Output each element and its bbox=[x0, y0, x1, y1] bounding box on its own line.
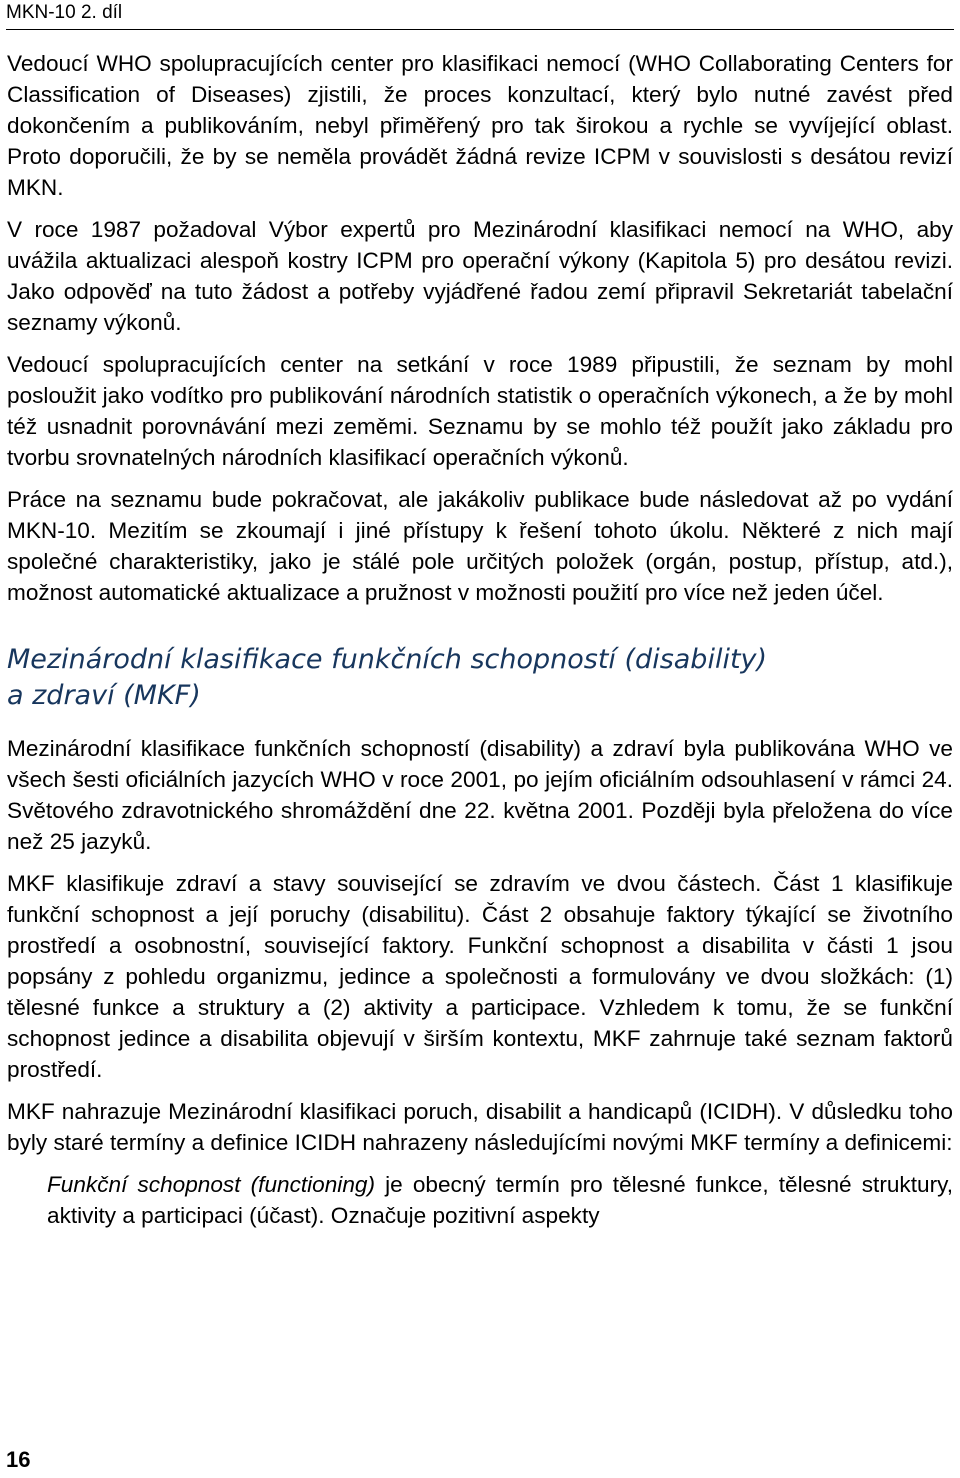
paragraph: Práce na seznamu bude pokračovat, ale jakákoliv publikace bude následovat až po vydání MKN-10. Mezitím se zkoumají i jiné přístupy k řešení tohoto úkolu. Některé z nich mají společné charakteristiky, jako je stálé pole určitých položek (orgán, postup, přístup, atd.), možnost automatické aktualizace a pružnost v možnosti použití pro více než jeden účel. bbox=[7, 487, 953, 605]
section-heading-line-1: Mezinárodní klasifikace funkčních schopností (disability) bbox=[7, 644, 768, 675]
paragraph: Vedoucí spolupracujících center na setkání v roce 1989 připustili, že seznam by mohl posloužit jako vodítko pro publikování národních statistik o operačních výkonech, a že by mohl též usnadnit porovnávání mezi zeměmi. Seznamu by se mohlo též použít jako základu pro tvorbu srovnatelných národních klasifikací operačních výkonů. bbox=[7, 352, 953, 470]
paragraph: Vedoucí WHO spolupracujících center pro klasifikaci nemocí (WHO Collaborating Centers for Classification of Diseases) zjistili, že proces konzultací, který bylo nutné zavést před dokončením a publikováním, nebyl přiměřený pro tak širokou a rychle se vyvíjející oblast. Proto doporučili, že by se neměla provádět žádná revize ICPM v souvislosti s desátou revizí MKN. bbox=[7, 51, 953, 200]
page-number: 16 bbox=[6, 1447, 31, 1472]
definition-term: Funkční schopnost (functioning) bbox=[47, 1172, 375, 1197]
paragraph: V roce 1987 požadoval Výbor expertů pro Mezinárodní klasifikaci nemocí na WHO, aby uvážila aktualizaci alespoň kostry ICPM pro operační výkony (Kapitola 5) pro desátou revizi. Jako odpověď na tuto žádost a potřeby vyjádřené řadou zemí připravil Sekretariát tabelační seznamy výkonů. bbox=[7, 217, 953, 335]
paragraph: Mezinárodní klasifikace funkčních schopností (disability) a zdraví byla publikována WHO ve všech šesti oficiálních jazycích WHO v roce 2001, po jejím oficiálním odsouhlasení v rámci 24. Světového zdravotnického shromáždění dne 22. května 2001. Později byla přeložena do více než 25 jazyků. bbox=[7, 736, 953, 854]
paragraph: MKF nahrazuje Mezinárodní klasifikaci poruch, disabilit a handicapů (ICIDH). V důsledku toho byly staré termíny a definice ICIDH nahrazeny následujícími novými MKF termíny a definicemi: bbox=[7, 1099, 953, 1155]
definition-text: je obecný termín pro tělesné funkce, tělesné struktury, aktivity a participaci (účast). Označuje pozitivní aspekty bbox=[47, 1172, 953, 1228]
running-header: MKN-10 2. díl bbox=[6, 2, 123, 23]
section-heading bbox=[7, 642, 953, 714]
section-heading-line-2: a zdraví (MKF) bbox=[7, 680, 201, 711]
paragraph: MKF klasifikuje zdraví a stavy související se zdravím ve dvou částech. Část 1 klasifikuje funkční schopnost a její poruchy (disabilitu). Část 2 obsahuje faktory týkající se životního prostředí a osobnostní, související faktory. Funkční schopnost a disabilita v části 1 jsou popsány z pohledu organizmu, jedince a společnosti a formulovány ve dvou složkách: (1) tělesné funkce a struktury a (2) aktivity a participace. Vzhledem k tomu, že se funkční schopnost jedince a disabilita objevují v širším kontextu, MKF zahrnuje také seznam faktorů prostředí. bbox=[7, 871, 953, 1082]
document-body bbox=[7, 48, 953, 1242]
header-rule bbox=[6, 29, 954, 30]
definition-paragraph bbox=[47, 1169, 953, 1231]
